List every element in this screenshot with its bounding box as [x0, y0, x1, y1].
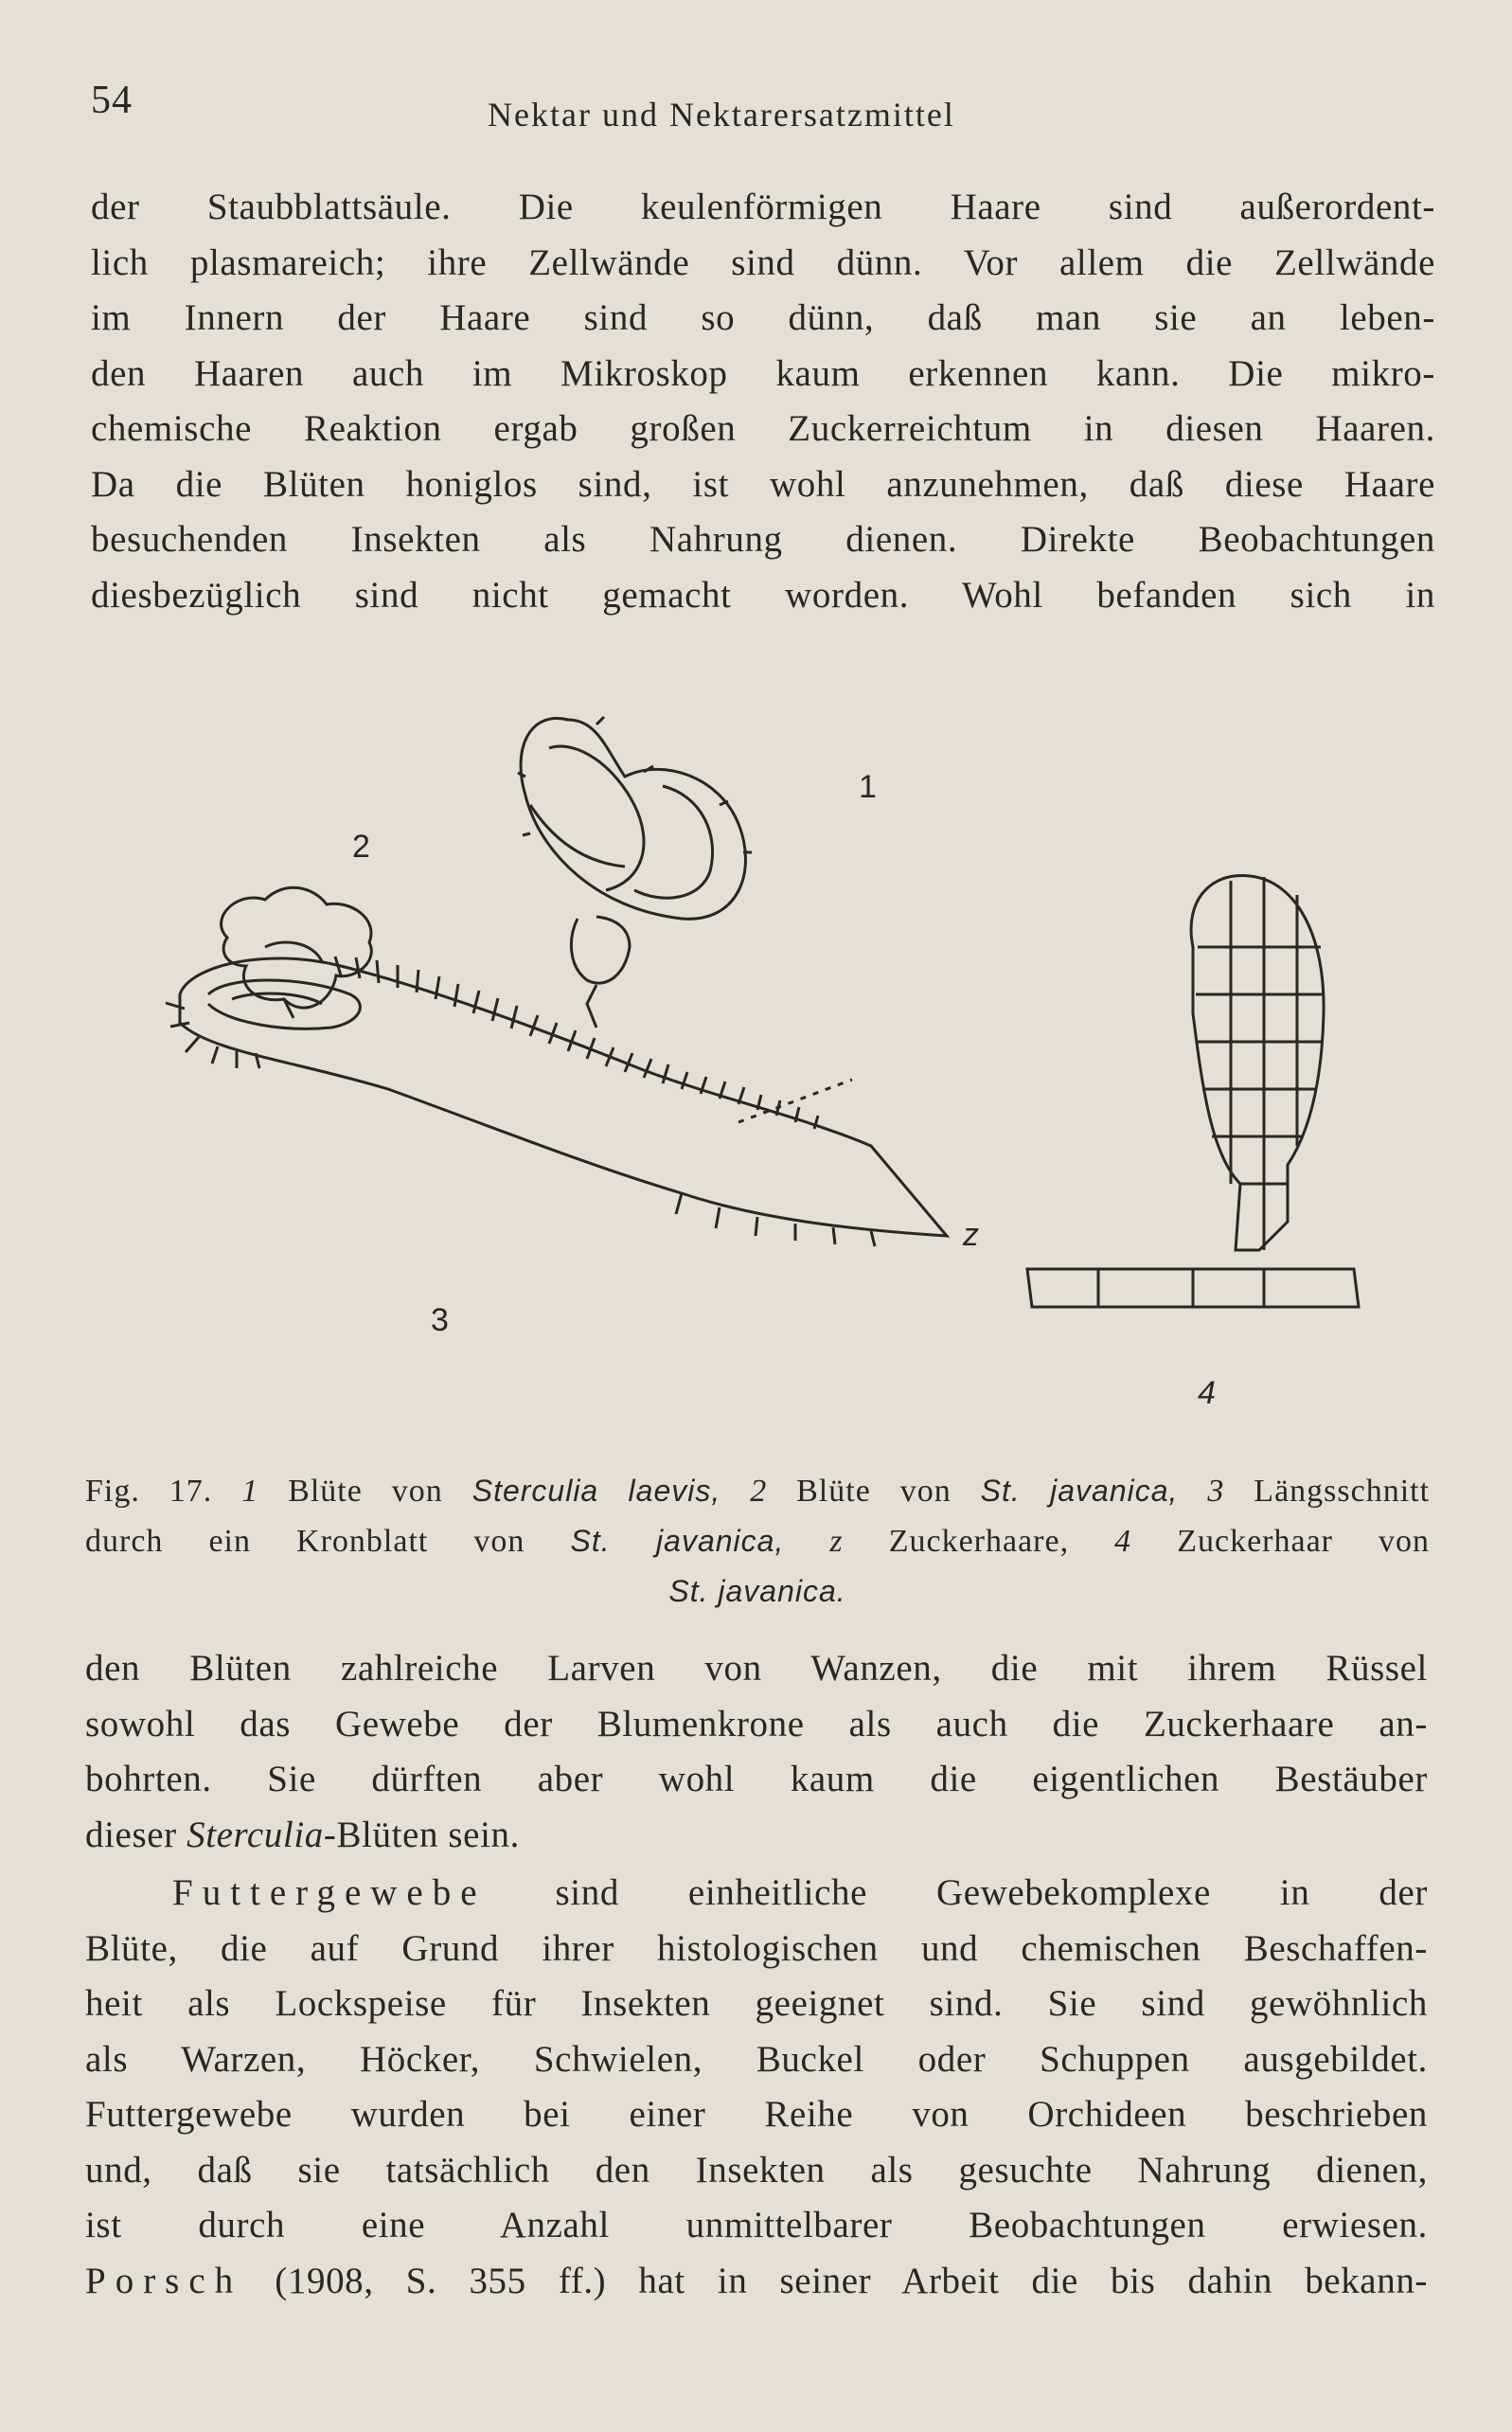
text-line: Da die Blüten honiglos sind, ist wohl anzunehmen, daß diese Haare: [91, 463, 1435, 505]
text-line: [85, 1808, 1428, 1864]
running-title: Nektar und Nektarersatzmittel: [488, 96, 955, 134]
caption-species: St. javanica.: [668, 1574, 846, 1608]
text-fragment: sind einheitliche Gewebekomplexe in der: [555, 1872, 1428, 1913]
paragraph-3: [85, 1866, 1428, 2309]
text-line: im Innern der Haare sind so dünn, daß man sie an leben-: [91, 297, 1435, 338]
page-number: 54: [91, 79, 133, 122]
caption-species: St. javanica,: [980, 1474, 1179, 1508]
text-line: besuchenden Insekten als Nahrung dienen. Direkte Beobachtungen: [91, 519, 1435, 560]
caption-text: Blüte von: [288, 1474, 443, 1509]
text-fragment: (1908, S. 355 ff.) hat in seiner Arbeit die bis dahin bekann-: [275, 2260, 1429, 2301]
text-line: und, daß sie tatsächlich den Insekten als gesuchte Nahrung dienen,: [85, 2149, 1428, 2191]
figure-label-1: 1: [859, 769, 877, 805]
paragraph-2: [85, 1641, 1428, 1863]
text-line: chemische Reaktion ergab großen Zuckerreichtum in diesen Haaren.: [91, 408, 1435, 449]
caption-species: St. javanica,: [570, 1524, 785, 1558]
figure-caption: [85, 1466, 1430, 1617]
drawing-sugar-hair: [1027, 875, 1359, 1307]
caption-index: 4: [1114, 1524, 1132, 1559]
text-line: bohrten. Sie dürften aber wohl kaum die eigentlichen Bestäuber: [85, 1759, 1428, 1799]
caption-text: Zuckerhaare,: [888, 1524, 1070, 1559]
text-line: lich plasmareich; ihre Zellwände sind dünn. Vor allem die Zellwände: [91, 241, 1435, 283]
caption-text: durch ein Kronblatt von: [85, 1524, 525, 1559]
text-line: den Blüten zahlreiche Larven von Wanzen, die mit ihrem Rüssel: [85, 1648, 1428, 1689]
caption-fig-number: Fig. 17.: [85, 1474, 213, 1509]
caption-text: Zuckerhaar von: [1177, 1524, 1431, 1559]
genus-name: Sterculia: [187, 1814, 324, 1855]
figure-label-z: z: [963, 1217, 979, 1253]
caption-index: 1: [241, 1474, 259, 1509]
figure-17-illustration: [151, 691, 1382, 1449]
caption-line: [85, 1466, 1430, 1516]
text-line: diesbezüglich sind nicht gemacht worden. Wohl befanden sich in: [91, 574, 1435, 616]
figure-label-2: 2: [352, 829, 370, 865]
text-line: als Warzen, Höcker, Schwielen, Buckel oder Schuppen ausgebildet.: [85, 2038, 1428, 2080]
text-line: Futtergewebe wurden bei einer Reihe von Orchideen beschrieben: [85, 2094, 1428, 2135]
text-line: ist durch eine Anzahl unmittelbarer Beobachtungen erwiesen.: [85, 2205, 1428, 2245]
author-porsch: Porsch: [85, 2260, 243, 2301]
text-fragment: dieser: [85, 1814, 177, 1855]
drawing-flower-st-javanica: [222, 887, 372, 1018]
drawing-flower-sterculia-laevis: [518, 717, 752, 1028]
text-line: [85, 1866, 1428, 1922]
text-line: sowohl das Gewebe der Blumenkrone als auch die Zuckerhaare an-: [85, 1703, 1428, 1744]
term-futtergewebe: Futtergewebe: [172, 1872, 487, 1913]
text-line: Blüte, die auf Grund ihrer histologischen und chemischen Beschaffen-: [85, 1927, 1428, 1969]
caption-line: [85, 1566, 1430, 1617]
figure-label-3: 3: [431, 1302, 449, 1338]
caption-text: Blüte von: [796, 1474, 952, 1509]
caption-line: [85, 1516, 1430, 1566]
caption-index: z: [829, 1524, 844, 1559]
paragraph-1: [91, 180, 1435, 623]
caption-text: Längsschnitt: [1254, 1474, 1431, 1509]
text-line: [85, 2254, 1428, 2310]
caption-index: 3: [1207, 1474, 1225, 1509]
text-line: heit als Lockspeise für Insekten geeignet sind. Sie sind gewöhnlich: [85, 1983, 1428, 2024]
figure-label-4: 4: [1198, 1375, 1216, 1411]
caption-index: 2: [750, 1474, 768, 1509]
text-fragment: -Blüten sein.: [323, 1814, 520, 1855]
caption-species: Sterculia laevis,: [471, 1474, 721, 1508]
botanical-drawing: [151, 691, 1382, 1449]
text-line: den Haaren auch im Mikroskop kaum erkennen kann. Die mikro-: [91, 352, 1435, 394]
text-line: der Staubblattsäule. Die keulenförmigen Haare sind außerordent-: [91, 187, 1435, 227]
